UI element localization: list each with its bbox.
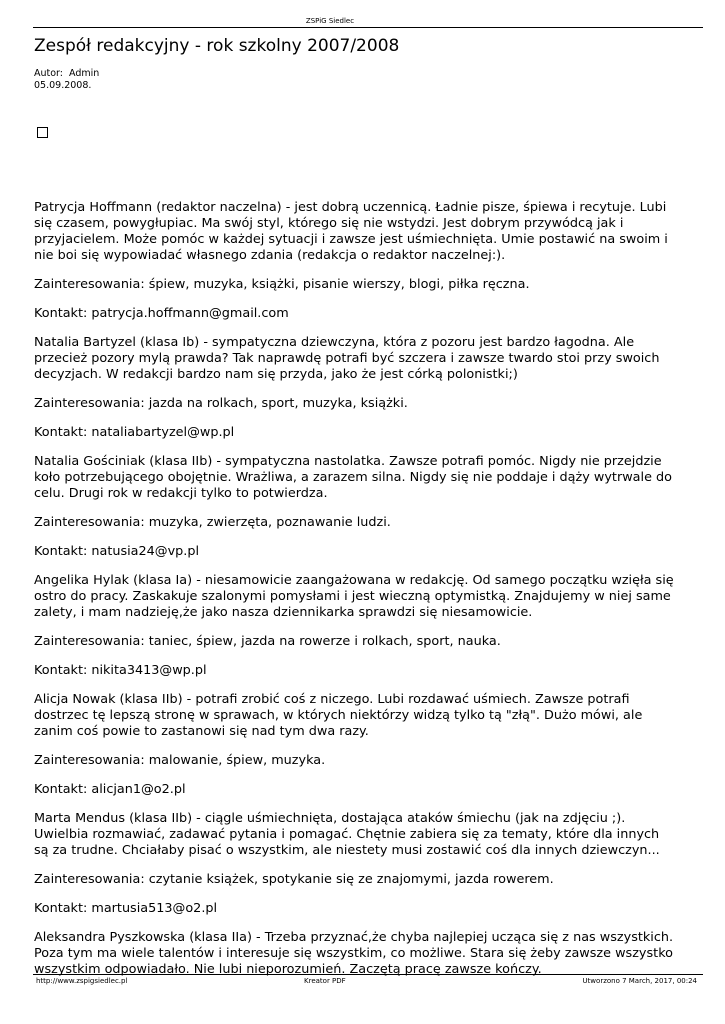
paragraph: Kontakt: alicjan1@o2.pl xyxy=(34,782,186,797)
article-meta xyxy=(34,68,99,92)
page-header xyxy=(0,0,725,30)
author-line xyxy=(34,68,99,80)
footer-divider xyxy=(33,974,703,975)
paragraph: Kontakt: martusia513@o2.pl xyxy=(34,901,218,916)
site-name: ZSPiG Siedlec xyxy=(305,17,355,25)
author-name: Admin xyxy=(69,68,100,79)
paragraph: Patrycja Hoffmann (redaktor naczelna) - jest dobrą uczennicą. Ładnie pisze, śpiewa i recytuje. Lubi się czasem, powygłupiac. Ma swój styl, którego się nie wstydzi. Jest dobrym przywódcą jak i przyjacielem. Może pomóc w każdej sytuacji i zawsze jest uśmiechnięta. Umie postawić na swoim i nie boi się wypowiadać własnego zdania (redakcja o redaktor naczelnej:). xyxy=(34,200,668,263)
paragraph: Zainteresowania: czytanie książek, spotykanie się ze znajomymi, jazda rowerem. xyxy=(34,872,554,887)
paragraph: Natalia Gościniak (klasa IIb) - sympatyczna nastolatka. Zawsze potrafi pomóc. Nigdy nie przejdzie koło potrzebującego obojętnie. Wrażliwa, a zarazem silna. Nigdy się nie poddaje i dąży wytrwale do celu. Drugi rok w redakcji tylko to potwierdza. xyxy=(34,454,672,501)
paragraph: Zainteresowania: muzyka, zwierzęta, poznawanie ludzi. xyxy=(34,515,391,530)
paragraph: Aleksandra Pyszkowska (klasa IIa) - Trzeba przyznać,że chyba najlepiej ucząca się z nas wszystkich. Poza tym ma wiele talentów i interesuje się wszystkim, co możliwe. Stara się żeby zawsze wszystko wszystkim odpowiadało. Nie lubi nieporozumień. Zaczętą pracę zawsze kończy. xyxy=(34,930,674,977)
paragraph: Marta Mendus (klasa IIb) - ciągle uśmiechnięta, dostająca ataków śmiechu (jak na zdjęciu ;). Uwielbia rozmawiać, zadawać pytania i pomagać. Chętnie zabiera się za tematy, które dla innych są za trudne. Chciałaby pisać o wszystkim, ale niestety musi zostawić coś dla innych dziewczyn... xyxy=(34,811,660,858)
header-divider xyxy=(33,27,703,28)
article-body xyxy=(34,200,674,991)
paragraph: Kontakt: natusia24@vp.pl xyxy=(34,544,200,559)
footer-url: http://www.zspigsiedlec.pl xyxy=(36,977,128,985)
footer-generator: Kreator PDF xyxy=(304,977,346,985)
image-placeholder-box xyxy=(37,127,48,138)
paragraph: Natalia Bartyzel (klasa Ib) - sympatyczna dziewczyna, która z pozoru jest bardzo łagodna. Ale przecież pozory mylą prawda? Tak naprawdę potrafi być szczera i zawsze twardo stoi przy swoich decyzjach. W redakcji bardzo nam się przyda, jako że jest córką polonistki;) xyxy=(34,335,660,382)
paragraph: Alicja Nowak (klasa IIb) - potrafi zrobić coś z niczego. Lubi rozdawać uśmiech. Zawsze potrafi dostrzec tę lepszą stronę w sprawach, w których niektórzy widzą tylko tą "złą". Dużo mówi, ale zanim coś powie to zastanowi się nad tym dwa razy. xyxy=(34,692,643,739)
paragraph: Kontakt: nikita3413@wp.pl xyxy=(34,663,207,678)
paragraph: Kontakt: nataliabartyzel@wp.pl xyxy=(34,425,235,440)
paragraph: Zainteresowania: śpiew, muzyka, książki, pisanie wierszy, blogi, piłka ręczna. xyxy=(34,277,530,292)
paragraph: Angelika Hylak (klasa Ia) - niesamowicie zaangażowana w redakcję. Od samego początku wzięła się ostro do pracy. Zaskakuje szalonymi pomysłami i jest wieczną optymistką. Znajdujemy w niej same zalety, i mam nadzieję,że jako nasza dziennikarka sprawdzi się niesamowicie. xyxy=(34,573,674,620)
paragraph: Kontakt: patrycja.hoffmann@gmail.com xyxy=(34,306,289,321)
paragraph: Zainteresowania: taniec, śpiew, jazda na rowerze i rolkach, sport, nauka. xyxy=(34,634,501,649)
footer-created-date: Utworzono 7 March, 2017, 00:24 xyxy=(582,977,697,985)
article-date: 05.09.2008. xyxy=(34,80,92,91)
paragraph: Zainteresowania: malowanie, śpiew, muzyka. xyxy=(34,753,326,768)
article-title: Zespół redakcyjny - rok szkolny 2007/2008 xyxy=(34,36,400,56)
paragraph: Zainteresowania: jazda na rolkach, sport, muzyka, książki. xyxy=(34,396,408,411)
author-label: Autor: xyxy=(34,68,63,79)
